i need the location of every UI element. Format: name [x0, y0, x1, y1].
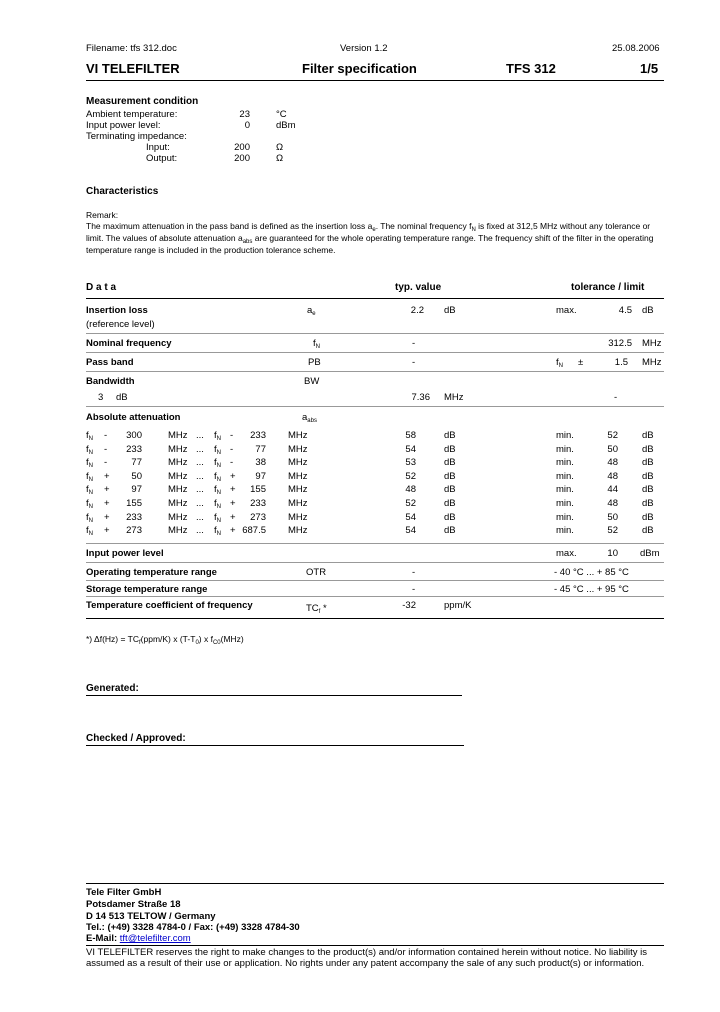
att-sign-1: + [104, 512, 110, 523]
att-typ-unit: dB [444, 498, 456, 509]
generated-label: Generated: [86, 683, 139, 694]
pb-unit: MHz [642, 357, 662, 368]
att-f1: 233 [126, 512, 142, 523]
att-limit-unit: dB [642, 484, 654, 495]
att-f2: 273 [250, 512, 266, 523]
impedance-label: Terminating impedance: [86, 131, 187, 142]
att-f1: 273 [126, 525, 142, 536]
remark-label: Remark: [86, 210, 119, 220]
att-typ: 52 [405, 471, 416, 482]
st-limit: - 45 °C ... + 95 °C [554, 584, 629, 595]
att-limit-unit: dB [642, 512, 654, 523]
ambient-value: 23 [239, 109, 250, 120]
att-dots: ... [196, 484, 204, 495]
tcf-label: Temperature coefficient of frequency [86, 600, 253, 611]
fn-symbol: $f_N$ [313, 338, 320, 350]
nominal-frequency-label: Nominal frequency [86, 338, 172, 349]
att-dots: ... [196, 457, 204, 468]
att-f1: 97 [131, 484, 142, 495]
att-sign-1: - [104, 430, 108, 441]
input-power-label: Input power level [86, 548, 164, 559]
att-limit: 50 [607, 444, 618, 455]
bw-3: 3 [98, 392, 104, 403]
pb-fn: $f_N$ [556, 357, 563, 369]
insertion-loss-label: Insertion loss [86, 305, 148, 316]
generated-signature-line[interactable] [86, 695, 462, 696]
power-unit: dBm [276, 120, 296, 131]
measurement-heading: Measurement condition [86, 96, 199, 107]
footer-street: Potsdamer Straße 18 [86, 899, 181, 910]
row-rule [86, 596, 664, 597]
bw-symbol: BW [304, 376, 320, 387]
version: Version 1.2 [340, 43, 388, 54]
footer-rule [86, 883, 664, 884]
tcf-typ: -32 [402, 600, 416, 611]
att-dots: ... [196, 498, 204, 509]
att-min: min. [556, 444, 574, 455]
input-unit: Ω [276, 142, 284, 153]
att-typ: 48 [405, 484, 416, 495]
att-fn-1: $f_N$ [86, 525, 93, 537]
att-dots: ... [196, 430, 204, 441]
st-typ: - [412, 584, 416, 595]
att-min: min. [556, 484, 574, 495]
row-rule [86, 371, 664, 372]
att-limit: 52 [607, 525, 618, 536]
att-unit-1: MHz [168, 471, 188, 482]
pb-symbol: PB [308, 357, 321, 368]
ip-unit: dBm [640, 548, 660, 559]
output-unit: Ω [276, 153, 284, 164]
il-limit: 4.5 [618, 305, 632, 316]
att-fn-1: $f_N$ [86, 471, 93, 483]
att-limit-unit: dB [642, 457, 654, 468]
att-fn-2: $f_N$ [214, 430, 221, 442]
att-unit-1: MHz [168, 525, 188, 536]
output-label: Output: [146, 153, 178, 164]
remark-line-2: limit. The values of absolute attenuation $a_{abs}$ are guaranteed for the whole operating temperature range. The frequency shift of the filter in the operating [86, 233, 654, 245]
footer-city: D 14 513 TELTOW / Germany [86, 911, 216, 922]
ip-max: max. [556, 548, 577, 559]
att-typ: 54 [405, 512, 416, 523]
input-value: 200 [234, 142, 250, 153]
att-sign-1: - [104, 444, 108, 455]
att-limit-unit: dB [642, 444, 654, 455]
output-value: 200 [234, 153, 250, 164]
att-dots: ... [196, 512, 204, 523]
att-sign-1: + [104, 525, 110, 536]
att-f1: 77 [131, 457, 142, 468]
document-title: Filter specification [302, 61, 417, 76]
characteristics-heading: Characteristics [86, 186, 159, 197]
table-header-rule [86, 298, 664, 299]
att-sign-2: - [230, 444, 234, 455]
filename: Filename: tfs 312.doc [86, 43, 177, 54]
att-typ: 53 [405, 457, 416, 468]
att-sign-1: + [104, 484, 110, 495]
att-typ-unit: dB [444, 457, 456, 468]
att-f2: 233 [250, 430, 266, 441]
nf-unit: MHz [642, 338, 662, 349]
att-limit: 44 [607, 484, 618, 495]
att-sign-2: + [230, 484, 236, 495]
att-unit-2: MHz [288, 498, 308, 509]
att-f2: 77 [255, 444, 266, 455]
bw-limit: - [614, 392, 618, 403]
att-fn-2: $f_N$ [214, 498, 221, 510]
att-unit-1: MHz [168, 498, 188, 509]
pb-typ: - [412, 357, 416, 368]
att-unit-2: MHz [288, 471, 308, 482]
att-sign-2: + [230, 498, 236, 509]
att-sign-2: + [230, 471, 236, 482]
tcf-unit: ppm/K [444, 600, 472, 611]
att-typ-unit: dB [444, 484, 456, 495]
row-rule [86, 352, 664, 353]
att-f2: 38 [255, 457, 266, 468]
att-fn-2: $f_N$ [214, 525, 221, 537]
ip-limit: 10 [607, 548, 618, 559]
att-f1: 50 [131, 471, 142, 482]
il-typ: 2.2 [410, 305, 424, 316]
il-max: max. [556, 305, 577, 316]
storage-temp-label: Storage temperature range [86, 584, 208, 595]
att-typ-unit: dB [444, 430, 456, 441]
page-number: 1/5 [640, 61, 659, 76]
att-fn-1: $f_N$ [86, 457, 93, 469]
att-typ: 54 [405, 525, 416, 536]
att-typ-unit: dB [444, 525, 456, 536]
row-rule [86, 333, 664, 334]
col-typ: typ. value [395, 282, 442, 293]
otr-typ: - [412, 567, 416, 578]
company-name: VI TELEFILTER [86, 61, 180, 76]
checked-label: Checked / Approved: [86, 733, 186, 744]
footer-company: Tele Filter GmbH [86, 887, 162, 898]
att-sign-2: + [230, 525, 236, 536]
att-fn-2: $f_N$ [214, 484, 221, 496]
ambient-label: Ambient temperature: [86, 109, 178, 120]
remark-line-3: temperature range is included in the production tolerance scheme. [86, 245, 336, 255]
att-dots: ... [196, 525, 204, 536]
footer-phone: Tel.: (+49) 3328 4784-0 / Fax: (+49) 3328 4784-30 [86, 922, 300, 933]
att-dots: ... [196, 444, 204, 455]
power-value: 0 [244, 120, 250, 131]
header-rule [86, 80, 664, 81]
att-fn-1: $f_N$ [86, 512, 93, 524]
row-rule [86, 406, 664, 407]
att-limit: 48 [607, 498, 618, 509]
att-unit-1: MHz [168, 512, 188, 523]
nf-typ: - [412, 338, 416, 349]
att-sign-1: - [104, 457, 108, 468]
footer-rule-2 [86, 945, 664, 946]
att-fn-2: $f_N$ [214, 471, 221, 483]
att-typ-unit: dB [444, 444, 456, 455]
tcf-symbol: $TC_f$ * [306, 603, 327, 615]
att-sign-1: + [104, 498, 110, 509]
date: 25.08.2006 [612, 43, 660, 54]
att-f2: 687.5 [242, 525, 266, 536]
att-unit-2: MHz [288, 444, 308, 455]
att-min: min. [556, 525, 574, 536]
att-sign-1: + [104, 471, 110, 482]
att-limit-unit: dB [642, 471, 654, 482]
att-sign-2: - [230, 430, 234, 441]
att-typ: 58 [405, 430, 416, 441]
att-unit-2: MHz [288, 512, 308, 523]
att-typ: 52 [405, 498, 416, 509]
row-rule [86, 543, 664, 544]
att-min: min. [556, 457, 574, 468]
att-limit: 48 [607, 457, 618, 468]
att-min: min. [556, 498, 574, 509]
att-unit-1: MHz [168, 430, 188, 441]
col-tolerance: tolerance / limit [571, 282, 645, 293]
aabs-symbol: $a_{abs}$ [302, 412, 317, 424]
otr-limit: - 40 °C ... + 85 °C [554, 567, 629, 578]
pb-limit: 1.5 [614, 357, 628, 368]
otr-symbol: OTR [306, 567, 327, 578]
att-sign-2: - [230, 457, 234, 468]
att-limit-unit: dB [642, 498, 654, 509]
bandwidth-label: Bandwidth [86, 376, 135, 387]
row-rule [86, 580, 664, 581]
att-unit-2: MHz [288, 430, 308, 441]
att-min: min. [556, 512, 574, 523]
il-limit-unit: dB [642, 305, 654, 316]
disclaimer-line-2: assumed as a result of their use or application. No rights under any patent accompany the sale of any such product(s) or information. [86, 958, 645, 969]
att-limit: 48 [607, 471, 618, 482]
att-unit-1: MHz [168, 457, 188, 468]
ambient-unit: °C [276, 109, 287, 120]
abs-attenuation-label: Absolute attenuation [86, 412, 181, 423]
att-limit-unit: dB [642, 430, 654, 441]
att-unit-2: MHz [288, 525, 308, 536]
att-unit-1: MHz [168, 444, 188, 455]
att-limit-unit: dB [642, 525, 654, 536]
input-label: Input: [146, 142, 170, 153]
power-label: Input power level: [86, 120, 161, 131]
att-f2: 97 [255, 471, 266, 482]
table-end-rule [86, 618, 664, 619]
footer-email-line: E-Mail: tft@telefilter.com [86, 933, 191, 944]
bw-typ: 7.36 [411, 392, 430, 403]
product-code: TFS 312 [506, 61, 556, 76]
att-fn-1: $f_N$ [86, 430, 93, 442]
ae-symbol: $a_e$ [307, 305, 316, 317]
footnote: *) $\Delta f(Hz) = TC_f(ppm/K)$ x $(T-T_0)$ x $f_{C0}(MHz)$ [86, 634, 244, 646]
att-sign-2: + [230, 512, 236, 523]
checked-signature-line[interactable] [86, 745, 464, 746]
att-f2: 233 [250, 498, 266, 509]
att-dots: ... [196, 471, 204, 482]
att-fn-1: $f_N$ [86, 444, 93, 456]
nf-value: 312.5 [608, 338, 632, 349]
att-limit: 50 [607, 512, 618, 523]
col-data: D a t a [86, 282, 117, 293]
il-unit: dB [444, 305, 456, 316]
att-fn-2: $f_N$ [214, 444, 221, 456]
disclaimer-line-1: VI TELEFILTER reserves the right to make changes to the product(s) and/or information contained herein without notice. No liability is [86, 947, 647, 958]
insertion-ref-label: (reference level) [86, 319, 155, 330]
email-link[interactable]: tft@telefilter.com [119, 933, 191, 944]
pass-band-label: Pass band [86, 357, 134, 368]
row-rule [86, 562, 664, 563]
att-unit-2: MHz [288, 484, 308, 495]
att-typ: 54 [405, 444, 416, 455]
att-f1: 233 [126, 444, 142, 455]
att-min: min. [556, 471, 574, 482]
att-unit-2: MHz [288, 457, 308, 468]
op-temp-label: Operating temperature range [86, 567, 217, 578]
bw-3-unit: dB [116, 392, 128, 403]
att-min: min. [556, 430, 574, 441]
att-f1: 155 [126, 498, 142, 509]
att-limit: 52 [607, 430, 618, 441]
att-typ-unit: dB [444, 471, 456, 482]
att-typ-unit: dB [444, 512, 456, 523]
att-unit-1: MHz [168, 484, 188, 495]
pb-pm: ± [578, 357, 584, 368]
att-f2: 155 [250, 484, 266, 495]
remark-line-1: The maximum attenuation in the pass band is defined as the insertion loss $a_e$. The nominal frequency $f_N$ is fixed at 312,5 MHz without any tolerance or [86, 221, 651, 233]
att-fn-2: $f_N$ [214, 457, 221, 469]
att-fn-1: $f_N$ [86, 484, 93, 496]
att-fn-2: $f_N$ [214, 512, 221, 524]
bw-unit: MHz [444, 392, 464, 403]
att-f1: 300 [126, 430, 142, 441]
att-fn-1: $f_N$ [86, 498, 93, 510]
